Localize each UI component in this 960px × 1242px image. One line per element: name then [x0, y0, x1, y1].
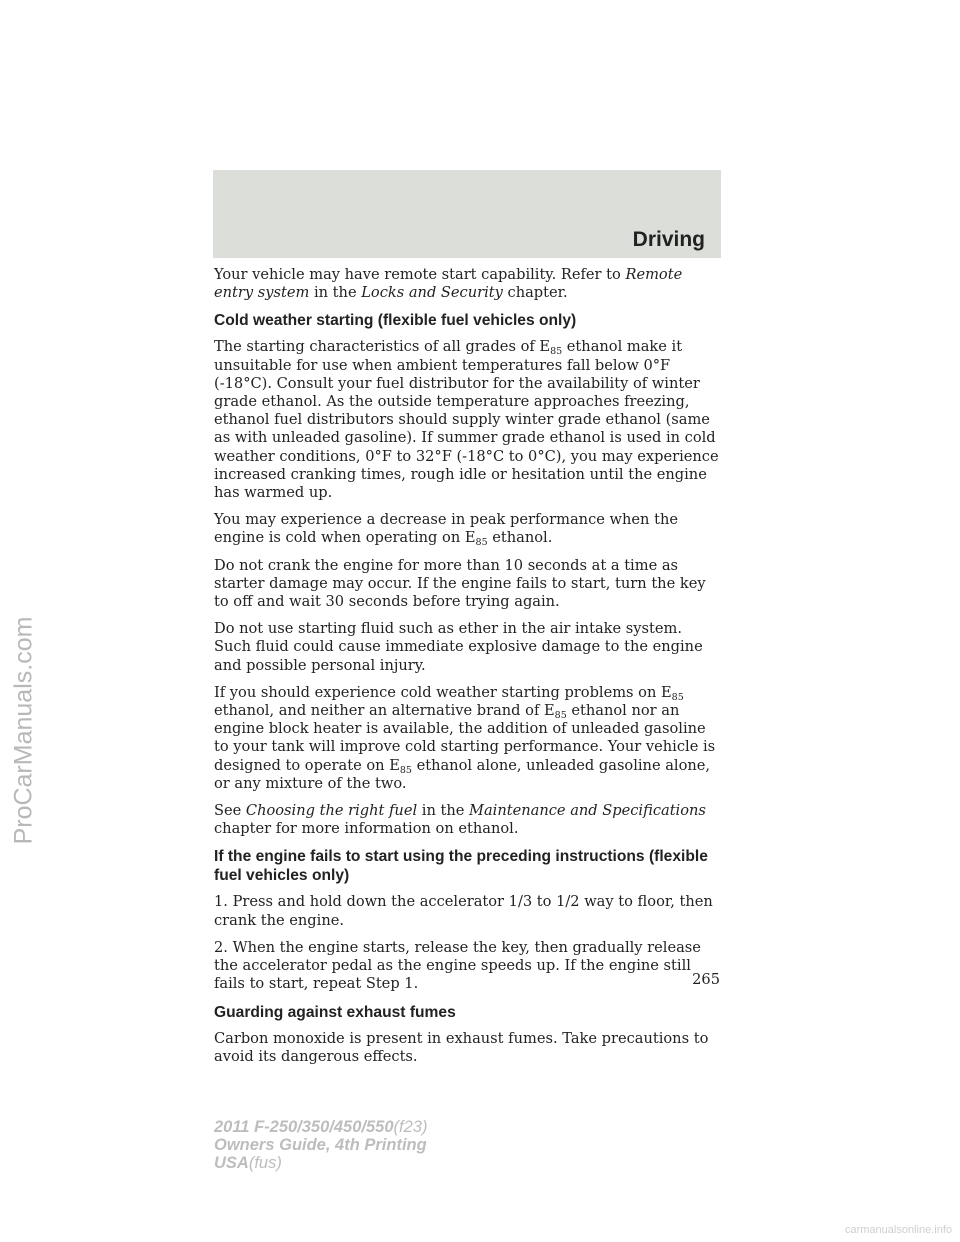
footer [214, 1118, 614, 1172]
page-number: 265 [692, 971, 720, 988]
engine-fails-heading: If the engine fails to start using the preceding instructions (flexible fuel vehicles only) [214, 848, 708, 885]
locks-security-reference: Locks and Security [361, 284, 503, 302]
see-reference-paragraph: See Choosing the right fuel in the Maintenance and Specifications chapter for more information on ethanol. [214, 802, 706, 838]
footer-region: USA(fus) [214, 1154, 282, 1172]
maintenance-reference: Maintenance and Specifications [469, 802, 706, 820]
footer-guide: Owners Guide, 4th Printing [214, 1136, 427, 1154]
cold-weather-heading: Cold weather starting (flexible fuel vehicles only) [214, 312, 577, 330]
corner-logo: carmanualsonline.info [844, 1224, 952, 1236]
starting-problems-paragraph: If you should experience cold weather starting problems on $E_{85}$ ethanol, and neither an alternative brand of $E_{85}$ ethanol nor an engine block heater is available, the addition of unleaded gasoline to your tank will improve cold starting performance. Your vehicle is designed to operate on $E_{85}$ ethanol alone, unleaded gasoline alone, or any mixture of the two. [214, 683, 716, 792]
choosing-fuel-reference: Choosing the right fuel [245, 802, 418, 820]
cold-weather-paragraph: The starting characteristics of all grades of $E_{85}$ ethanol make it unsuitable for use when ambient temperatures fall below 0°F (-18°C). Consult your fuel distributor for the availability of winter grade ethanol. As the outside temperature approaches freezing, ethanol fuel distributors should supply winter grade ethanol (same as with unleaded gasoline). If summer grade ethanol is used in cold weather conditions, 0°F to 32°F (-18°C to 0°C), you may experience increased cranking times, rough idle or hesitation until the engine has warmed up. [214, 338, 719, 502]
remote-entry-reference: Remote entry system [214, 266, 683, 302]
exhaust-paragraph: Carbon monoxide is present in exhaust fumes. Take precautions to avoid its dangerous effects. [214, 1029, 709, 1065]
page-content [214, 266, 722, 1075]
step-1: 1. Press and hold down the accelerator 1/3 to 1/2 way to floor, then crank the engine. [214, 893, 713, 929]
watermark [4, 510, 44, 950]
starting-fluid-paragraph: Do not use starting fluid such as ether in the air intake system. Such fluid could cause immediate explosive damage to the engine and possible personal injury. [214, 620, 703, 674]
footer-model: 2011 F-250/350/450/550(f23) [214, 1118, 428, 1136]
exhaust-heading: Guarding against exhaust fumes [214, 1003, 456, 1021]
peak-performance-paragraph: You may experience a decrease in peak performance when the engine is cold when operating on $E_{85}$ ethanol. [214, 511, 678, 549]
remote-start-paragraph: Your vehicle may have remote start capability. Refer to Remote entry system in the Locks and Security chapter. [214, 266, 683, 302]
crank-paragraph: Do not crank the engine for more than 10 seconds at a time as starter damage may occur. If the engine fails to start, turn the key to off and wait 30 seconds before trying again. [214, 556, 706, 611]
section-header [213, 170, 721, 258]
step-2: 2. When the engine starts, release the key, then gradually release the accelerator pedal as the engine speeds up. If the engine still fails to start, repeat Step 1. [214, 938, 701, 993]
section-title: Driving [632, 228, 705, 251]
watermark-text: ProCarManuals.com [9, 616, 38, 844]
